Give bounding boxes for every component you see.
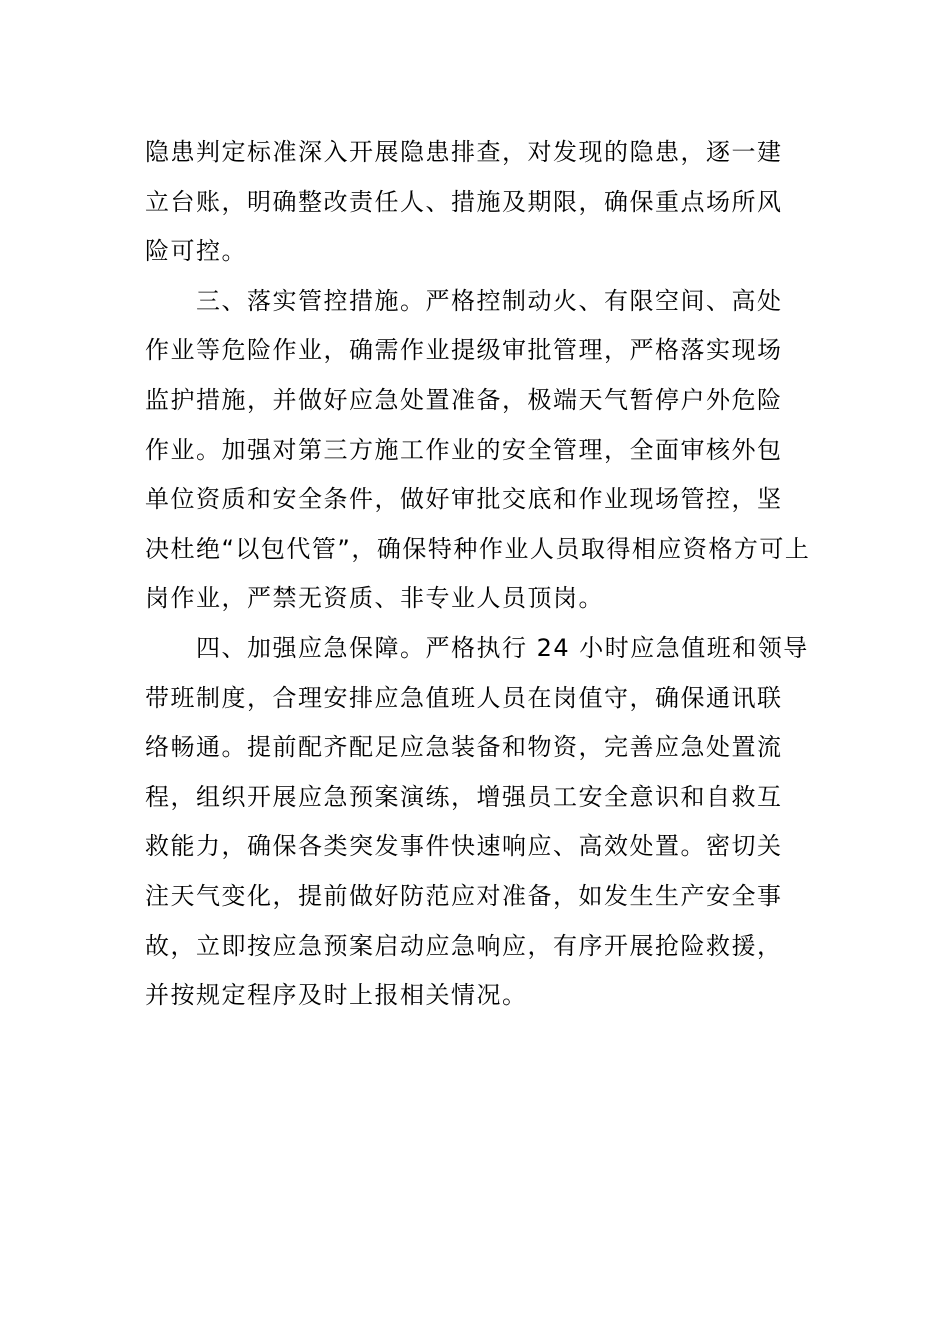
text-line: 救能力，确保各类突发事件快速响应、高效处置。密切关 xyxy=(145,832,783,861)
text-line: 络畅通。提前配齐配足应急装备和物资，完善应急处置流 xyxy=(145,733,783,762)
text-line: 程，组织开展应急预案演练，增强员工安全意识和自救互 xyxy=(145,782,783,811)
text-line: 险可控。 xyxy=(145,237,247,266)
text-line: 故，立即按应急预案启动应急响应，有序开展抢险救援， xyxy=(145,931,783,960)
section-heading-line: 三、落实管控措施。严格控制动火、有限空间、高处 xyxy=(196,286,783,315)
text-line: 作业。加强对第三方施工作业的安全管理，全面审核外包 xyxy=(145,435,783,464)
text-line: 作业等危险作业，确需作业提级审批管理，严格落实现场 xyxy=(145,336,783,365)
text-line: 决杜绝“以包代管”，确保特种作业人员取得相应资格方可上 xyxy=(145,534,811,563)
text-line: 带班制度，合理安排应急值班人员在岗值守，确保通讯联 xyxy=(145,683,783,712)
text-line: 注天气变化，提前做好防范应对准备，如发生生产安全事 xyxy=(145,881,783,910)
body-text xyxy=(145,128,810,1021)
text-line: 立台账，明确整改责任人、措施及期限，确保重点场所风 xyxy=(145,187,783,216)
text-line: 隐患判定标准深入开展隐患排查，对发现的隐患，逐一建 xyxy=(145,138,783,166)
text-line: 岗作业，严禁无资质、非专业人员顶岗。 xyxy=(145,584,604,613)
section-heading-line: 四、加强应急保障。严格执行 24 小时应急值班和领导 xyxy=(196,633,809,662)
text-line: 并按规定程序及时上报相关情况。 xyxy=(145,981,528,1010)
text-line: 监护措施，并做好应急处置准备，极端天气暂停户外危险 xyxy=(145,385,783,414)
text-line: 单位资质和安全条件，做好审批交底和作业现场管控，坚 xyxy=(145,485,783,514)
